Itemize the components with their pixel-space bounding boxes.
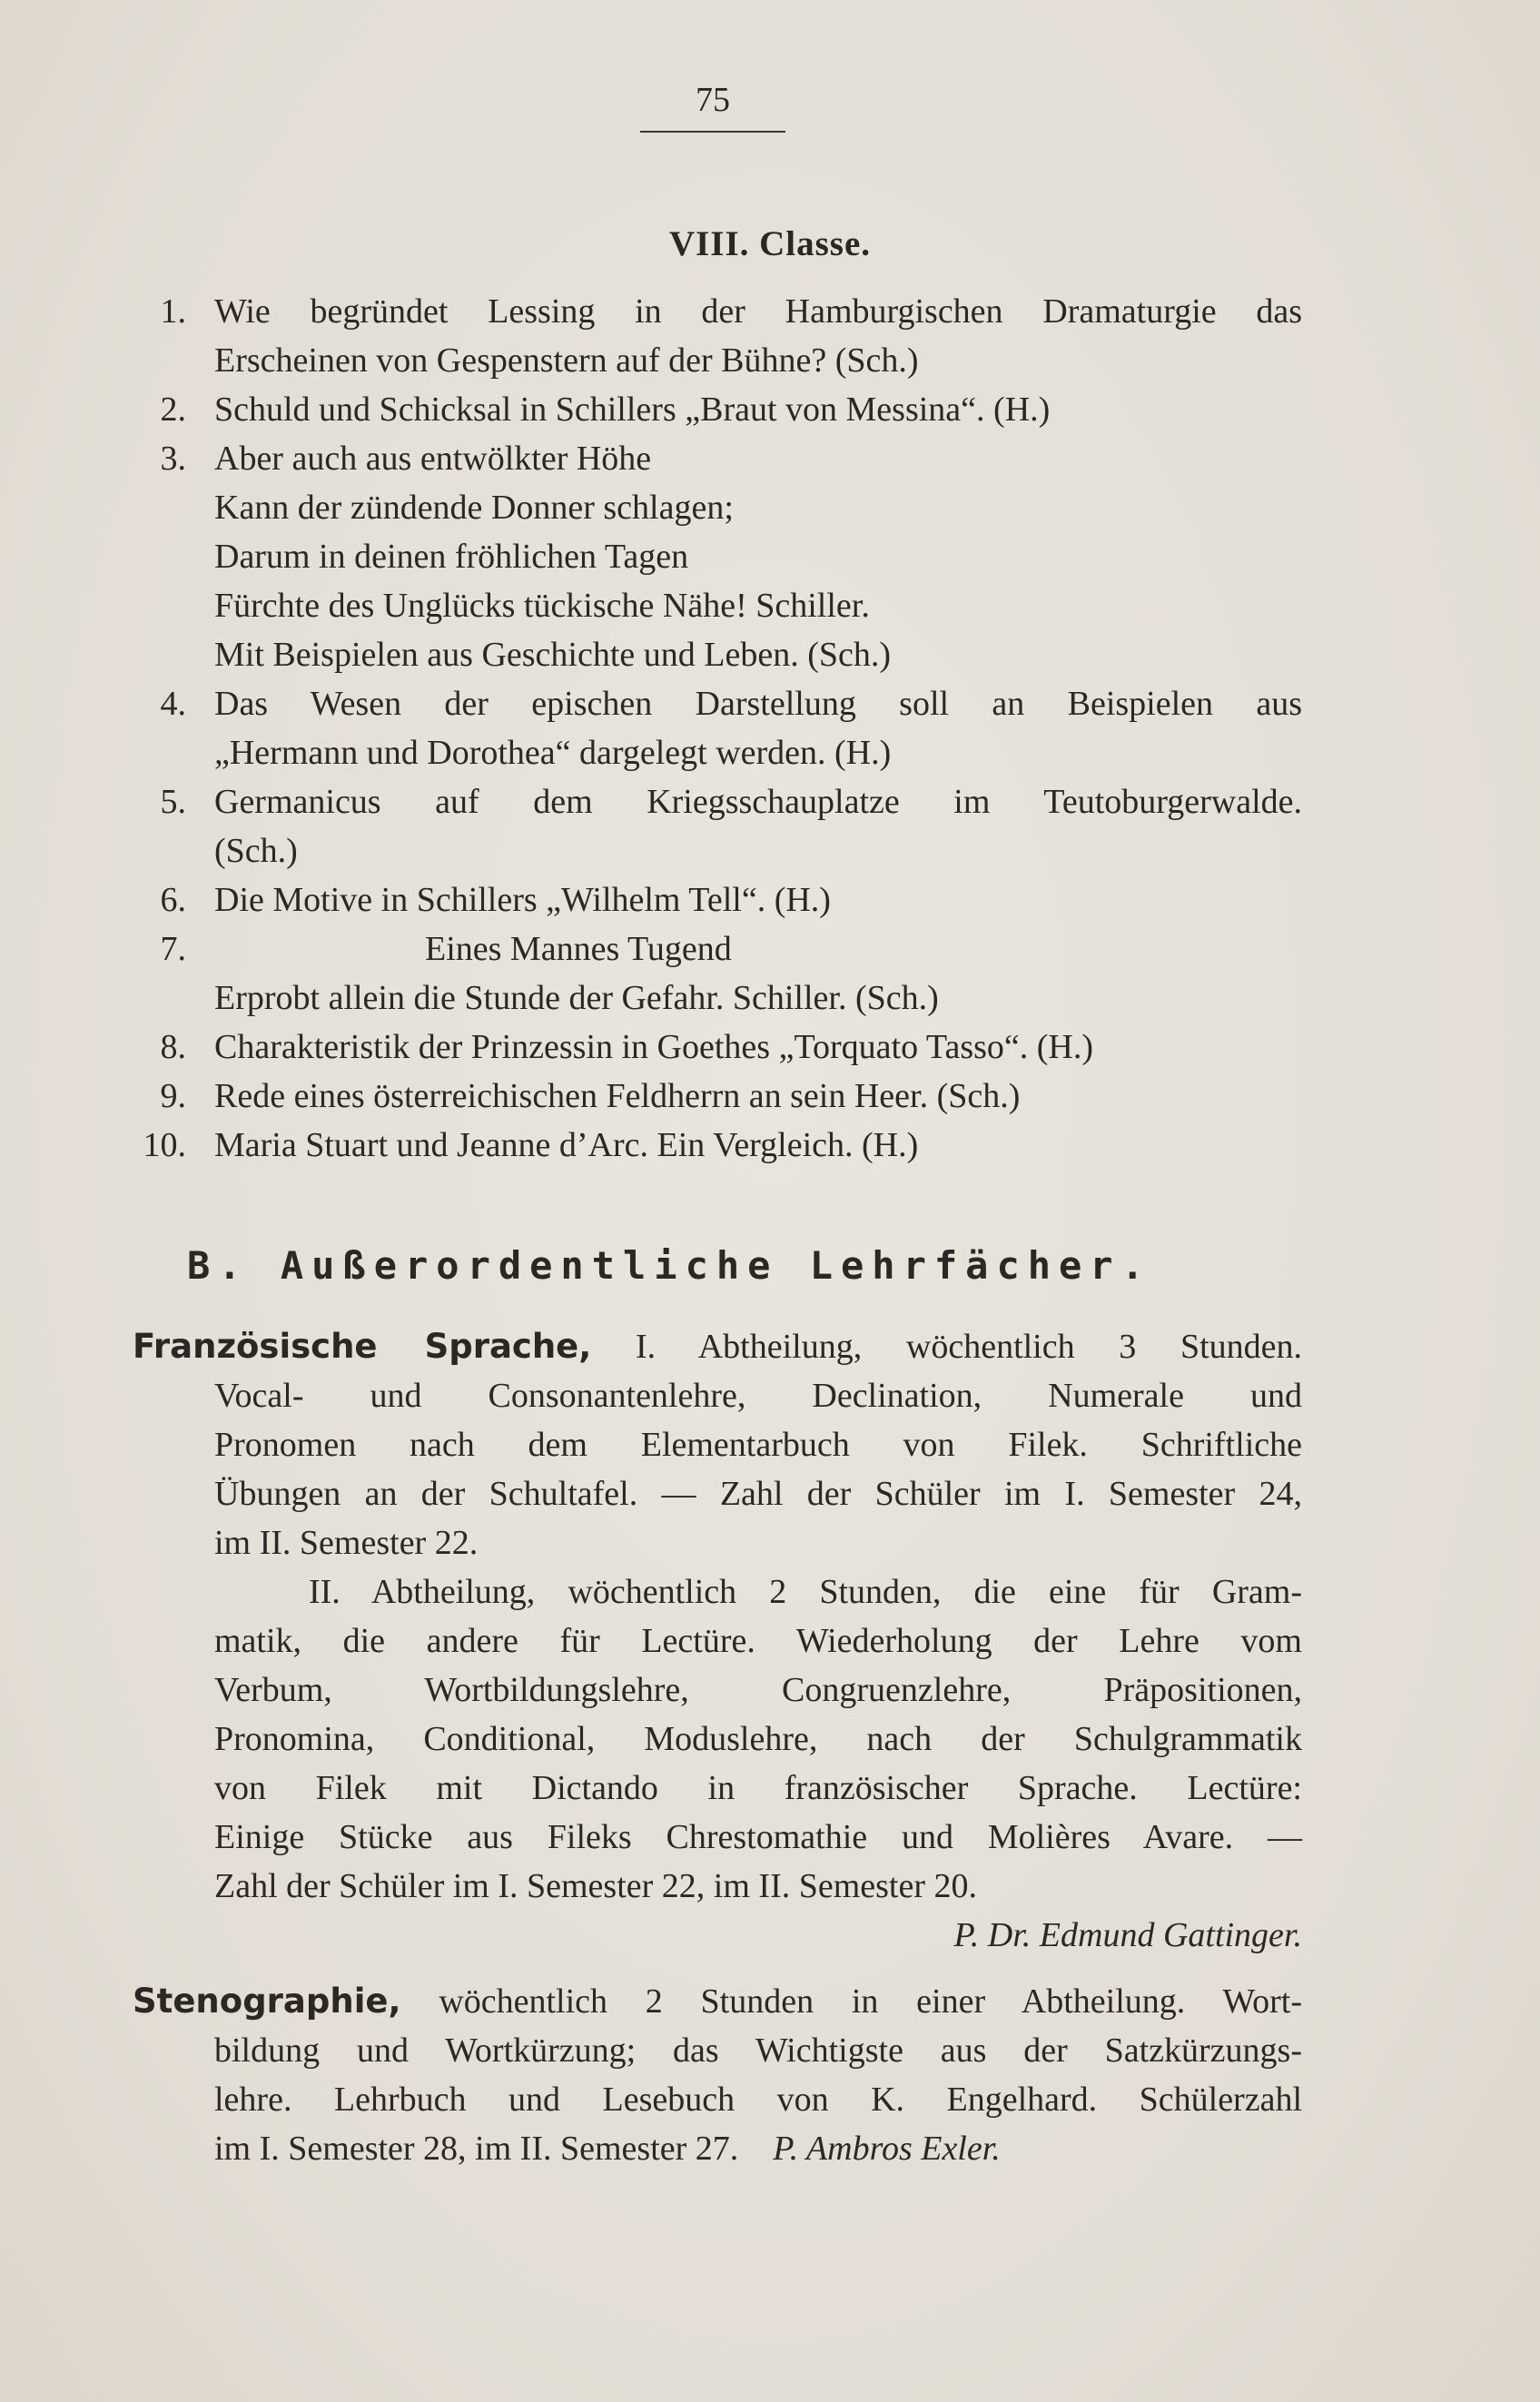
paragraph-line [0,2026,1540,2075]
topic-text: Eines Mannes Tugend [425,930,732,968]
topic-number: 4. [160,685,186,723]
essay-topics-list [0,287,1540,1170]
topic-number: 2. [160,390,186,429]
paragraph-text: im II. Semester 22. [214,1524,479,1562]
paragraph-first-line [133,1322,1302,1371]
paragraph-line [0,1322,1540,1371]
topic-text: Charakteristik der Prinzessin in Goethes „Torquato Tasso“. (H.) [214,1028,1094,1066]
paragraph-line [0,2075,1540,2124]
list-item [0,1023,1540,1072]
paragraph-line [0,1911,1540,1960]
topic-text: Erprobt allein die Stunde der Gefahr. Schiller. (Sch.) [214,979,939,1017]
topic-number: 1. [160,292,186,331]
paragraph-text: Vocal- und Consonantenlehre, Declination, Numerale und [214,1377,1302,1415]
list-item [0,875,1540,924]
paragraph-line [0,1764,1540,1813]
topic-text: Schuld und Schicksal in Schillers „Braut von Messina“. (H.) [214,390,1051,429]
paragraph-text: lehre. Lehrbuch und Lesebuch von K. Engelhard. Schülerzahl [214,2081,1302,2119]
subject-details: I. Abtheilung, wöchentlich 3 Stunden. [636,1328,1303,1366]
topic-number: 9. [160,1077,186,1115]
topic-text: „Hermann und Dorothea“ dargelegt werden. (H.) [214,734,892,772]
list-item [0,1121,1540,1170]
list-item [0,679,1540,728]
list-item [0,287,1540,336]
page-number: 75 [696,81,730,119]
paragraph-text: Zahl der Schüler im I. Semester 22, im II. Semester 20. [214,1867,978,1905]
paragraph-last-line [214,2124,1302,2173]
list-item-continuation [0,728,1540,777]
page-number-rule [640,131,785,133]
list-item [0,924,1540,974]
list-item-continuation [0,826,1540,875]
paragraph-line [0,1666,1540,1715]
french-section [0,1322,1540,1960]
paragraph-line [0,1420,1540,1469]
topic-text: Darum in deinen fröhlichen Tagen [214,538,689,576]
topic-text: Erscheinen von Gespenstern auf der Bühne? (Sch.) [214,341,919,380]
subject-title: Stenographie, [133,1982,401,2021]
paragraph-line [0,2124,1540,2173]
topic-text: Rede eines österreichischen Feldherrn an sein Heer. (Sch.) [214,1077,1021,1115]
topic-text: Aber auch aus entwölkter Höhe [214,440,652,478]
list-item-continuation [0,630,1540,679]
paragraph-text: Verbum, Wortbildungslehre, Congruenzlehre, Präpositionen, [214,1671,1302,1709]
paragraph-text: matik, die andere für Lectüre. Wiederholung der Lehre vom [214,1622,1302,1660]
paragraph-text: im I. Semester 28, im II. Semester 27. [214,2130,739,2168]
paragraph-text: Pronomen nach dem Elementarbuch von Filek. Schriftliche [214,1426,1302,1464]
topic-text: (Sch.) [214,832,298,870]
paragraph-text: Übungen an der Schultafel. — Zahl der Schüler im I. Semester 24, [214,1475,1302,1513]
paragraph-first-line [133,1977,1302,2026]
topic-text: Kann der zündende Donner schlagen; [214,489,734,527]
list-item [0,434,1540,483]
paragraph-line [0,1567,1540,1616]
paragraph-line [0,1616,1540,1666]
topic-text: Die Motive in Schillers „Wilhelm Tell“. (H.) [214,881,831,919]
topic-number: 10. [143,1126,186,1164]
list-item-continuation [0,336,1540,385]
paragraph-line [0,1977,1540,2026]
subject-details: wöchentlich 2 Stunden in einer Abtheilung. Wort- [439,1982,1303,2021]
class-heading: VIII. Classe. [668,224,872,263]
paragraph-text: Pronomina, Conditional, Moduslehre, nach der Schulgrammatik [214,1720,1302,1758]
topic-text: Wie begründet Lessing in der Hamburgischen Dramaturgie das [214,292,1302,331]
paragraph-line [0,1715,1540,1764]
topic-text: Germanicus auf dem Kriegsschauplatze im Teutoburgerwalde. [214,783,1302,821]
teacher-signature: P. Ambros Exler. [773,2130,1001,2168]
topic-number: 5. [160,783,186,821]
section-heading: B. Außerordentliche Lehrfächer. [187,1243,1152,1288]
stenography-section [0,1977,1540,2173]
topic-text: Maria Stuart und Jeanne d’Arc. Ein Vergleich. (H.) [214,1126,919,1164]
topic-text: Fürchte des Unglücks tückische Nähe! Schiller. [214,587,870,625]
paragraph-line [0,1469,1540,1518]
topic-text: Mit Beispielen aus Geschichte und Leben. (Sch.) [214,636,892,674]
paragraph-text: II. Abtheilung, wöchentlich 2 Stunden, die eine für Gram- [309,1573,1302,1611]
teacher-signature: P. Dr. Edmund Gattinger. [953,1916,1302,1954]
list-item [0,1072,1540,1121]
list-item-continuation [0,581,1540,630]
list-item-continuation [0,974,1540,1023]
list-item-continuation [0,532,1540,581]
subject-title: Französische Sprache, [133,1327,592,1366]
paragraph-text: von Filek mit Dictando in französischer Sprache. Lectüre: [214,1769,1302,1807]
paragraph-line [0,1862,1540,1911]
topic-number: 6. [160,881,186,919]
paragraph-line [0,1813,1540,1862]
topic-text: Das Wesen der epischen Darstellung soll an Beispielen aus [214,685,1302,723]
paragraph-text: bildung und Wortkürzung; das Wichtigste aus der Satzkürzungs- [214,2031,1302,2070]
list-item [0,777,1540,826]
list-item [0,385,1540,434]
topic-number: 3. [160,440,186,478]
topic-number: 7. [160,930,186,968]
paragraph-text: Einige Stücke aus Fileks Chrestomathie und Molières Avare. — [214,1818,1302,1856]
paragraph-line [0,1371,1540,1420]
list-item-continuation [0,483,1540,532]
paragraph-line [0,1518,1540,1567]
topic-number: 8. [160,1028,186,1066]
